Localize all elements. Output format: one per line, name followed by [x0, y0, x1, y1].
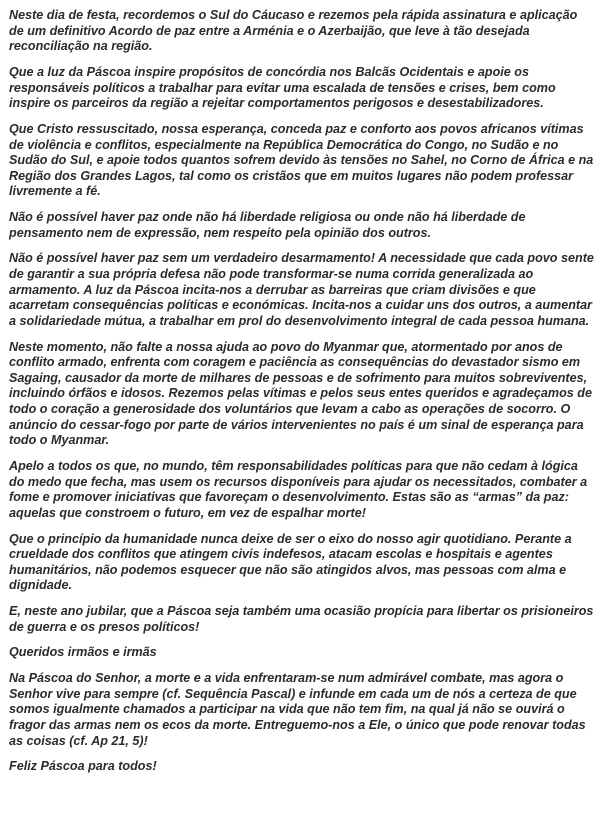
paragraph-disarmament: Não é possível haver paz sem um verdadeiro desarmamento! A necessidade que cada povo sente de garantir a sua própria defesa não pode transformar-se numa corrida generalizada ao armamento. A luz da Páscoa incita-nos a derrubar as barreiras que criam divisões e que acarretam consequências políticas e económicas. Incita-nos a cuidar uns dos outros, a aumentar a solidariedade mútua, a trabalhar em prol do desenvolvimento integral de cada pessoa humana.: [9, 251, 594, 328]
paragraph-africa: Que Cristo ressuscitado, nossa esperança, conceda paz e conforto aos povos africanos vítimas de violência e conflitos, especialmente na República Democrática do Congo, no Sudão e no Sudão do Sul, e apoie todos quantos sofrem devido às tensões no Sahel, no Corno de África e na Região dos Grandes Lagos, tal como os cristãos que em muitos lugares não podem professar livremente a fé.: [9, 121, 594, 199]
paragraph-religious-freedom: Não é possível haver paz onde não há liberdade religiosa ou onde não há liberdade de pensamento nem de expressão, nem respeito pela opinião dos outros.: [9, 210, 526, 240]
paragraph-jubilee-prisoners: E, neste ano jubilar, que a Páscoa seja também uma ocasião propícia para libertar os prisioneiros de guerra e os presos políticos!: [9, 604, 594, 634]
paragraph-south-caucasus: Neste dia de festa, recordemos o Sul do Cáucaso e rezemos pela rápida assinatura e aplicação de um definitivo Acordo de paz entre a Arménia e o Azerbaijão, que leve à tão desejada reconciliação na região.: [9, 8, 578, 54]
paragraph-humanity: Que o princípio da humanidade nunca deixe de ser o eixo do nosso agir quotidiano. Perante a crueldade dos conflitos que atingem civis indefesos, atacam escolas e hospitais e agentes humanitários, não podemos esquecer que não são atingidos alvos, mas pessoas com alma e dignidade.: [9, 531, 572, 593]
paragraph-salutation: Queridos irmãos e irmãs: [9, 645, 157, 660]
paragraph-closing-greeting: Feliz Páscoa para todos!: [9, 759, 157, 774]
paragraph-political-appeal: Apelo a todos os que, no mundo, têm responsabilidades políticas para que não cedam à lógica do medo que fecha, mas usem os recursos disponíveis para ajudar os necessitados, combater a fome e promover iniciativas que favoreçam o desenvolvimento. Estas são as “armas” da paz: aquelas que constroem o futuro, em vez de espalhar morte!: [9, 458, 588, 520]
paragraph-western-balkans: Que a luz da Páscoa inspire propósitos de concórdia nos Balcãs Ocidentais e apoie os responsáveis políticos a trabalhar para evitar uma escalada de tensões e crises, bem como inspire os parceiros da região a rejeitar comportamentos perigosos e desestabilizadores.: [9, 64, 556, 111]
paragraph-easter-combat: Na Páscoa do Senhor, a morte e a vida enfrentaram-se num admirável combate, mas agora o Senhor vive para sempre (cf. Sequência Pascal) e infunde em cada um de nós a certeza de que somos igualmente chamados a participar na vida que não tem fim, na qual já não se ouvirá o fragor das armas nem os ecos da morte. Entreguemo-nos a Ele, o único que pode renovar todas as coisas (cf. Ap 21, 5)!: [9, 671, 586, 748]
paragraph-myanmar: Neste momento, não falte a nossa ajuda ao povo do Myanmar que, atormentado por anos de conflito armado, enfrenta com coragem e paciência as consequências do devastador sismo em Sagaing, causador da morte de milhares de pessoas e de sofrimento para muitos sobreviventes, incluindo órfãos e idosos. Rezemos pelas vítimas e pelos seus entes queridos e agradeçamos de todo o coração a generosidade dos voluntários que levam a cabo as operações de socorro. O anúncio do cessar-fogo por parte de vários intervenientes no país é um sinal de esperança para todo o Myanmar.: [9, 339, 593, 448]
